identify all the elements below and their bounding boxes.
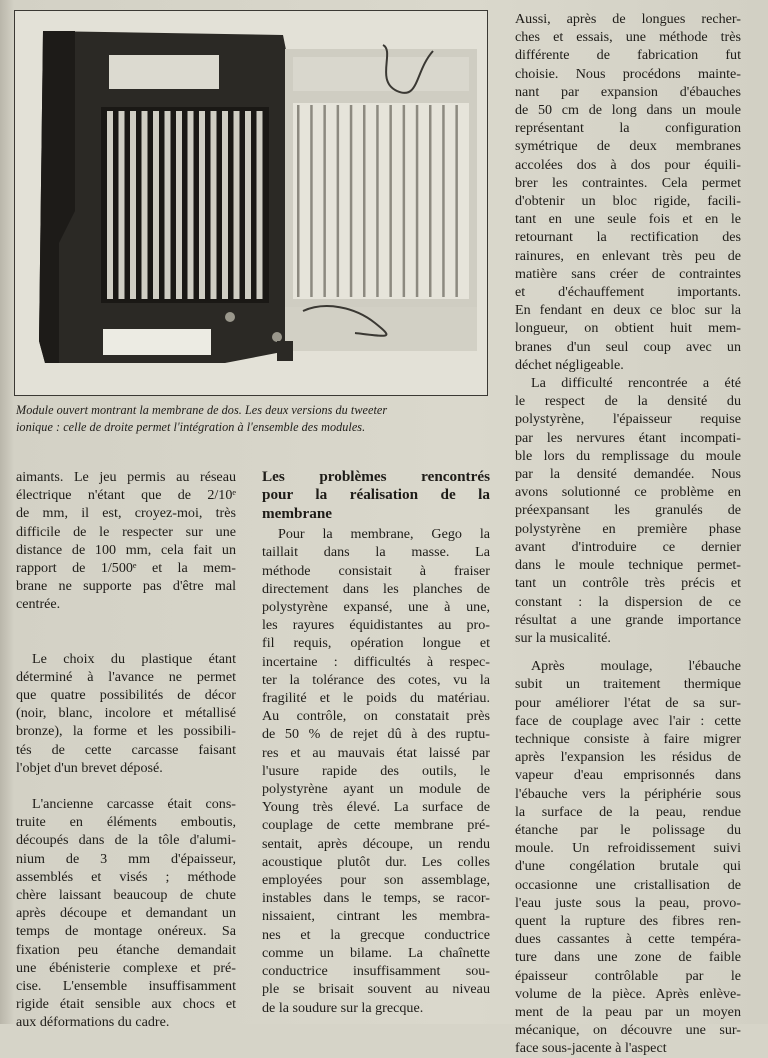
- text-line: comme un bilame. La chaînette: [262, 944, 490, 961]
- text-line: la surface de la peau, rendue: [515, 803, 741, 820]
- text-line: aimants. Le jeu permis au réseau: [16, 469, 236, 485]
- text-line: pour améliorer l'état de sa sur-: [515, 694, 741, 711]
- membrane-rib: [176, 111, 182, 299]
- text-line: dans le moule technique permet-: [515, 557, 741, 574]
- text-line: après découpe et demandant un: [16, 905, 236, 922]
- text-line: (noir, blanc, incolore et métallisé: [16, 705, 236, 722]
- text-line: tant en une seule fois et en le: [515, 211, 741, 228]
- text-line: l'objet d'un brevet déposé.: [16, 759, 163, 776]
- membrane-rib: [222, 111, 228, 299]
- text-line: nium de 3 mm d'épaisseur,: [16, 850, 236, 867]
- text-line: subit un traitement thermique: [515, 676, 741, 693]
- heading-line: pour la réalisation de la: [262, 486, 490, 504]
- text-line: rapport de 1/500ᵉ et la mem-: [16, 560, 236, 577]
- section-heading: [262, 468, 490, 523]
- paragraph: [515, 657, 741, 1057]
- text-line: sur la musicalité.: [515, 629, 611, 646]
- text-line: rainures, en enlevant très peu de: [515, 247, 741, 264]
- text-line: découpés dans de la tôle d'alumi-: [16, 832, 236, 849]
- text-line: distance de 100 mm, cela fait un: [16, 541, 236, 558]
- paragraph: [16, 650, 236, 777]
- text-line: employées pour son assemblage,: [262, 872, 490, 889]
- text-line: tés de cette carcasse faisant: [16, 741, 236, 758]
- text-line: ment de la peau par un moyen: [515, 1003, 741, 1020]
- membrane-rib: [416, 105, 419, 297]
- text-line: cise. L'ensemble insuffisamment: [16, 978, 236, 995]
- text-line: Après moulage, l'ébauche: [531, 658, 741, 675]
- paragraph: [515, 374, 741, 647]
- text-line: truite en éléments emboutis,: [16, 814, 236, 831]
- membrane-rib: [310, 105, 313, 297]
- text-line: ple se brisait souvent au niveau: [262, 981, 490, 998]
- text-line: ble lors du remplissage du moule: [515, 447, 741, 464]
- heading-line: membrane: [262, 504, 333, 522]
- text-line: par les nervures étant incompati-: [515, 429, 741, 446]
- membrane-rib: [363, 105, 366, 297]
- membrane-rib: [323, 105, 326, 297]
- text-line: La difficulté rencontrée a été: [531, 375, 741, 392]
- membrane-rib: [389, 105, 392, 297]
- right-column: [515, 10, 741, 1058]
- text-line: Au contrôle, on constatait près: [262, 708, 490, 725]
- text-line: étanche par le polissage du: [515, 821, 741, 838]
- text-line: dues cassantes à cette tempéra-: [515, 931, 741, 948]
- text-line: vapeur d'eau emprisonnés dans: [515, 767, 741, 784]
- text-line: constant : la dispersion de ce: [515, 593, 741, 610]
- text-line: d'obtenir un bloc rigide, facili-: [515, 193, 741, 210]
- membrane-rib: [297, 105, 300, 297]
- text-line: différente de fabrication fut: [515, 47, 741, 64]
- text-line: bronze), la forme et les possibili-: [16, 723, 236, 740]
- membrane-rib: [257, 111, 263, 299]
- text-line: avant d'introduire ce dernier: [515, 538, 741, 555]
- membrane-rib: [211, 111, 217, 299]
- text-line: l'usure rapide des outils, le: [262, 762, 490, 779]
- text-line: par la densité demandée. Nous: [515, 466, 741, 483]
- text-line: brane ne supporte pas d'être mal: [16, 578, 236, 595]
- text-line: Aussi, après de longues recher-: [515, 11, 741, 27]
- text-line: longueur, on obtient huit mem-: [515, 320, 741, 337]
- left-column: [16, 468, 236, 1032]
- text-line: rigide était sensible aux chocs et: [16, 996, 236, 1013]
- membrane-rib: [455, 105, 458, 297]
- photo-illustration: [15, 11, 487, 395]
- text-line: nant par expansion d'ébauches: [515, 83, 741, 100]
- text-line: le respect de la densité du: [515, 393, 741, 410]
- text-line: fil requis, opération longue et: [262, 635, 490, 652]
- text-line: polystyrène, l'épaisseur requise: [515, 411, 741, 428]
- text-line: fragilité et le poids du matériau.: [262, 690, 490, 707]
- membrane-rib: [119, 111, 125, 299]
- text-line: Le choix du plastique étant: [32, 650, 236, 667]
- text-line: que quatre possibilités de décor: [16, 687, 236, 704]
- membrane-rib: [153, 111, 159, 299]
- paragraph: [16, 468, 236, 614]
- text-line: branes d'un seul coup avec un: [515, 338, 741, 355]
- caption-line: ionique : celle de droite permet l'intégration à l'ensemble des modules.: [16, 420, 366, 434]
- text-line: difficile de le respecter sur une: [16, 523, 236, 540]
- text-line: l'eau juste sous la peau, provo-: [515, 894, 741, 911]
- text-line: de 50 cm de long dans un moule: [515, 102, 741, 119]
- text-line: Young très élevé. La surface de: [262, 799, 490, 816]
- text-line: quent la rupture des fibres ren-: [515, 912, 741, 929]
- text-line: et d'échauffement importants.: [515, 284, 741, 301]
- text-line: face sous-jacente à l'aspect: [515, 1040, 667, 1057]
- tweeter-module-photo: [14, 10, 488, 396]
- text-line: conductrice insuffisamment sou-: [262, 963, 490, 980]
- membrane-rib: [130, 111, 136, 299]
- text-line: brer les contraintes. Cela permet: [515, 174, 741, 191]
- membrane-rib: [165, 111, 171, 299]
- text-line: polystyrène ayant un module de: [262, 781, 490, 798]
- text-line: nissaient, cintrant les membra-: [262, 908, 490, 925]
- text-line: une ébénisterie complexe et pré-: [16, 959, 236, 976]
- text-line: aux déformations du cadre.: [16, 1014, 170, 1031]
- text-line: polystyrène en première phase: [515, 520, 741, 537]
- middle-column: [262, 468, 490, 1017]
- text-line: fixation peu étanche demandait: [16, 941, 236, 958]
- text-line: épaisseur contrôlable par le: [515, 967, 741, 984]
- photo-caption: [16, 402, 506, 436]
- text-line: incertaine : difficultés à respec-: [262, 653, 490, 670]
- text-line: symétrique de deux membranes: [515, 138, 741, 155]
- membrane-rib: [234, 111, 240, 299]
- membrane-rib: [199, 111, 205, 299]
- text-line: résultat a une grande importance: [515, 611, 741, 628]
- text-line: les rayures équidistantes au pro-: [262, 617, 490, 634]
- membrane-rib: [442, 105, 445, 297]
- text-line: choisie. Nous procédons mainte-: [515, 65, 741, 82]
- text-line: l'ébauche vers la périphérie sous: [515, 785, 741, 802]
- text-line: d'une congélation brutale qui: [515, 858, 741, 875]
- text-line: En fendant en deux ce bloc sur la: [515, 302, 741, 319]
- text-line: mécanique, on découvre une sur-: [515, 1022, 741, 1039]
- text-line: matière sans créer de contraintes: [515, 265, 741, 282]
- text-line: nes et la grecque conductrice: [262, 926, 490, 943]
- text-line: directement dans les planches de: [262, 580, 490, 597]
- text-line: électrique n'étant que de 2/10ᵉ: [16, 487, 236, 504]
- membrane-rib: [376, 105, 379, 297]
- text-line: de 50 % de rejet dû à des ruptu-: [262, 726, 490, 743]
- text-line: accolées dos à dos pour équili-: [515, 156, 741, 173]
- membrane-rib: [142, 111, 148, 299]
- text-line: déchet négligeable.: [515, 356, 624, 373]
- text-line: avons solutionné ce problème en: [515, 484, 741, 501]
- membrane-rib: [188, 111, 194, 299]
- text-line: acoustique plutôt dur. Les colles: [262, 853, 490, 870]
- text-line: taillait dans la masse. La: [262, 544, 490, 561]
- membrane-rib: [403, 105, 406, 297]
- text-line: sentait, après découpe, un rendu: [262, 835, 490, 852]
- membrane-rib: [350, 105, 353, 297]
- text-line: face de couplage avec l'air : cette: [515, 712, 741, 729]
- text-line: chère laissant beaucoup de chute: [16, 887, 236, 904]
- text-line: occasionne une cristallisation de: [515, 876, 741, 893]
- membrane-rib: [337, 105, 340, 297]
- text-line: ter la tolérance des cotes, vu la: [262, 671, 490, 688]
- text-line: instables dans le temps, se racor-: [262, 890, 490, 907]
- text-line: tant un contrôle très précis et: [515, 575, 741, 592]
- membrane-rib: [429, 105, 432, 297]
- heading-line: Les problèmes rencontrés: [262, 468, 490, 485]
- text-line: Pour la membrane, Gego la: [278, 526, 490, 543]
- text-line: moule. Un refroidissement suivi: [515, 840, 741, 857]
- text-line: ches et essais, une méthode très: [515, 29, 741, 46]
- text-line: res et au mauvais état laissé par: [262, 744, 490, 761]
- paragraph: [262, 525, 490, 1016]
- text-line: après l'expansion les résidus de: [515, 749, 741, 766]
- text-line: temps de montage onéreux. Sa: [16, 923, 236, 940]
- text-line: L'ancienne carcasse était cons-: [32, 796, 236, 813]
- text-line: préexpansant les granulés de: [515, 502, 741, 519]
- text-line: polystyrène expansé, une à une,: [262, 599, 490, 616]
- text-line: assemblés et visés ; méthode: [16, 868, 236, 885]
- text-line: de la soudure sur la grecque.: [262, 999, 424, 1016]
- text-line: volume de la pièce. Après enlève-: [515, 985, 741, 1002]
- text-line: déterminé à l'avance ne permet: [16, 668, 236, 685]
- text-line: ture dans une zone de faible: [515, 949, 741, 966]
- membrane-rib: [245, 111, 251, 299]
- text-line: couplage de cette membrane pré-: [262, 817, 490, 834]
- text-line: centrée.: [16, 596, 61, 613]
- text-line: représentant la configuration: [515, 120, 741, 137]
- membrane-rib: [107, 111, 113, 299]
- paragraph: [515, 10, 741, 374]
- text-line: technique consiste à faire migrer: [515, 730, 741, 747]
- paragraph: [16, 795, 236, 1032]
- text-line: retournant la rectification des: [515, 229, 741, 246]
- text-line: méthode consistait à fraiser: [262, 562, 490, 579]
- text-line: de mm, il est, croyez-moi, très: [16, 505, 236, 522]
- caption-line: Module ouvert montrant la membrane de dos. Les deux versions du tweeter: [16, 403, 388, 417]
